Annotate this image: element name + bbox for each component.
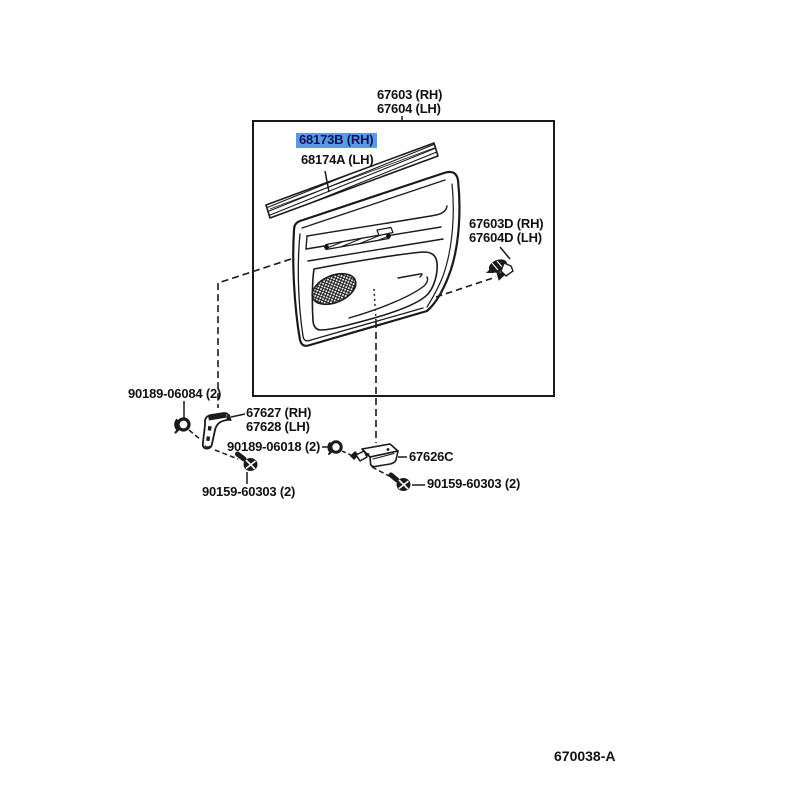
part-label-screw-right[interactable]: 90159-60303 (2) [427,476,521,491]
part-label-weatherstrip-line1-highlighted[interactable] [296,133,377,148]
grommet-illustration-a [176,419,190,433]
part-label-door-trim-line1[interactable]: 67603 (RH) [377,87,443,102]
highlight-badge[interactable]: 68173B (RH) [296,133,377,148]
part-label-grommet-screw-b[interactable]: 90189-06018 (2) [227,439,321,454]
part-label-screw-left[interactable]: 90159-60303 (2) [202,484,296,499]
part-label-bracket-rear-line1[interactable]: 67627 (RH) [246,405,312,420]
part-label-bracket-rear-line2[interactable]: 67628 (LH) [246,419,310,434]
bracket-67626c-illustration [350,444,398,467]
part-label-trim-clip-line1[interactable]: 67603D (RH) [469,216,544,231]
part-label-bracket-center[interactable]: 67626C [409,449,454,464]
part-label-trim-clip-line2[interactable]: 67604D (LH) [469,230,542,245]
bracket-67627-illustration [203,413,228,449]
grommet-illustration-b [329,442,341,454]
screw-illustration-left [238,454,258,471]
figure-code: 670038-A [554,748,616,764]
screw-illustration-right [391,475,411,491]
part-label-door-trim-line2[interactable]: 67604 (LH) [377,101,441,116]
part-label-grommet-screw-a[interactable]: 90189-06084 (2) [128,386,222,401]
part-label-weatherstrip-line2[interactable]: 68174A (LH) [301,152,374,167]
